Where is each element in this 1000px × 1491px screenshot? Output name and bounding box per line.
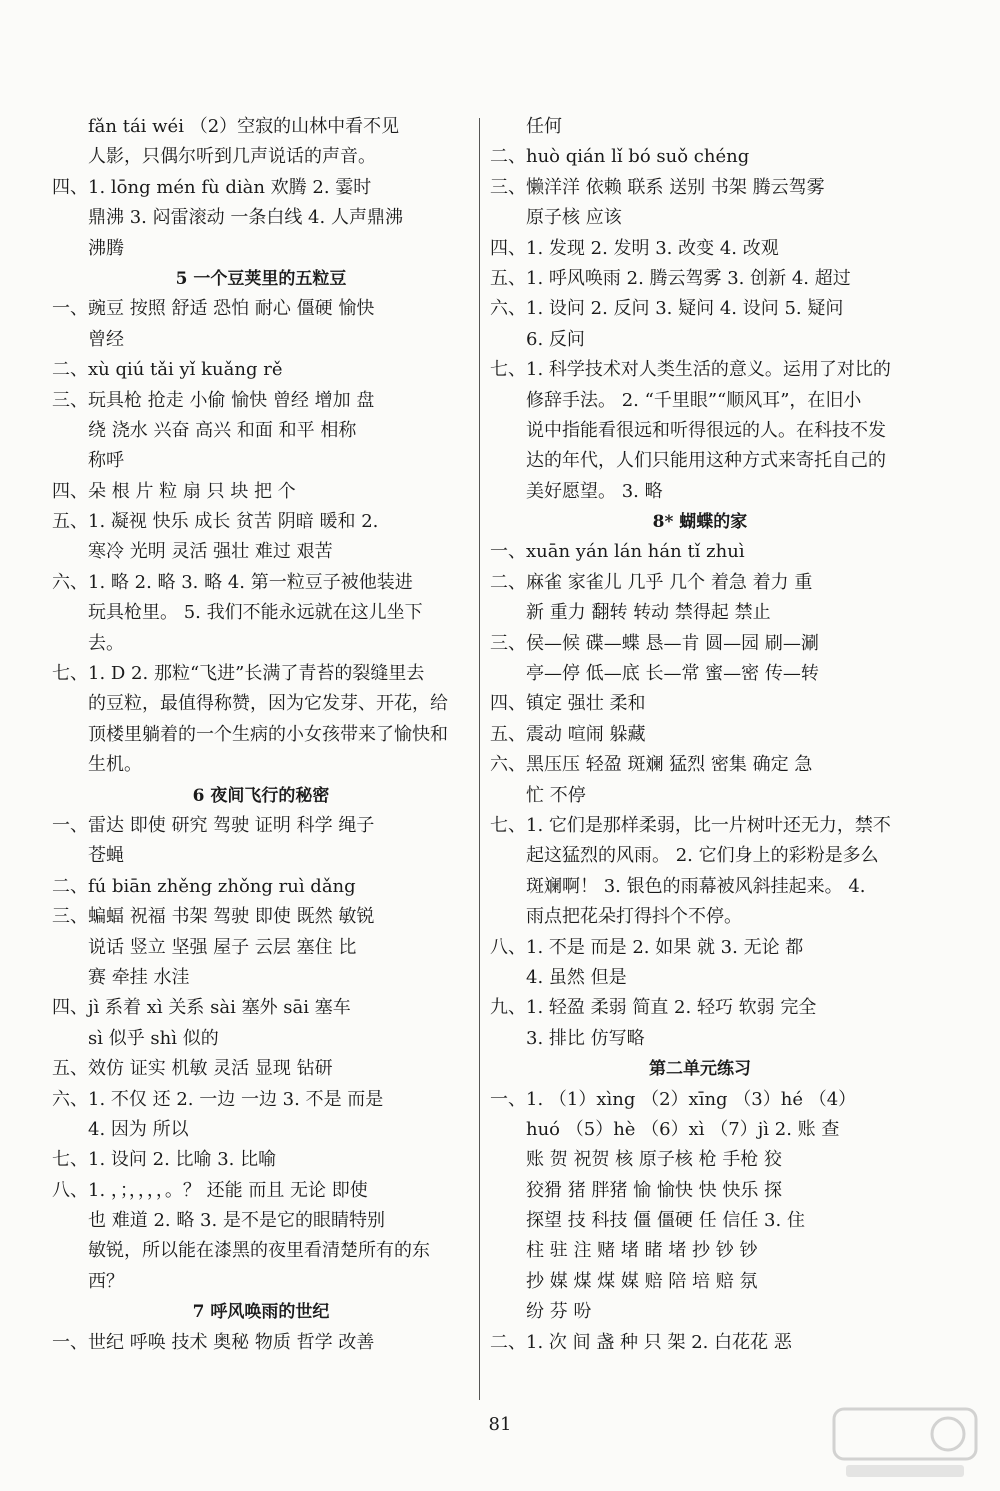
answer-line: 苍蝇 bbox=[88, 845, 124, 867]
answer-line: 称呼 bbox=[88, 450, 124, 472]
answer-line: 西？ bbox=[88, 1270, 124, 1292]
answer-line: 八、1. ，；，，，，。？ 还能 而且 无论 即使 bbox=[52, 1179, 368, 1201]
answer-line: 原子核 应该 bbox=[526, 207, 622, 229]
answer-line: 玩具枪里。 5. 我们不能永远就在这儿坐下 bbox=[88, 602, 423, 624]
answer-line: 任何 bbox=[526, 116, 562, 137]
answer-line: 亭—停 低—底 长—常 蜜—密 传—转 bbox=[526, 663, 819, 685]
answer-line: fǎn tái wéi （2）空寂的山林中看不见 bbox=[88, 116, 400, 137]
answer-line: 三、侯—候 碟—蝶 恳—肯 圆—园 刷—涮 bbox=[490, 632, 819, 654]
answer-line: 新 重力 翻转 转动 禁得起 禁止 bbox=[526, 602, 771, 624]
answer-line: 美好愿望。 3. 略 bbox=[526, 480, 663, 502]
answer-line: 4. 因为 所以 bbox=[88, 1118, 189, 1140]
answer-line: 二、fú biān zhěng zhǒng ruì dǎng bbox=[52, 875, 356, 897]
column-divider bbox=[479, 118, 480, 1400]
answer-line: 二、1. 次 间 盏 种 只 架 2. 白花花 恶 bbox=[490, 1331, 792, 1353]
right-column bbox=[490, 112, 910, 1358]
answer-line: 四、朵 根 片 粒 扇 只 块 把 个 bbox=[52, 480, 296, 502]
answer-line: 寒冷 光明 灵活 强壮 难过 艰苦 bbox=[88, 541, 333, 563]
answer-line: 沸腾 bbox=[88, 237, 124, 259]
answer-line: 三、蝙蝠 祝福 书架 驾驶 即使 既然 敏锐 bbox=[52, 906, 375, 928]
answer-line: 四、镇定 强壮 柔和 bbox=[490, 693, 646, 715]
answer-line: 一、雷达 即使 研究 驾驶 证明 科学 绳子 bbox=[52, 814, 375, 836]
answer-line: 说中指能看很远和听得很远的人。在科技不发 bbox=[526, 419, 886, 441]
answer-line: 达的年代，人们只能用这种方式来寄托自己的 bbox=[526, 450, 886, 472]
answer-line: 纷 芬 吩 bbox=[526, 1301, 592, 1323]
answer-line: 一、世纪 呼唤 技术 奥秘 物质 哲学 改善 bbox=[52, 1331, 375, 1353]
answer-line: 修辞手法。 2. “千里眼”“顺风耳”，在旧小 bbox=[526, 389, 862, 411]
answer-line: huó （5）hè （6）xì （7）jì 2. 账 查 bbox=[526, 1118, 840, 1140]
answer-line: 五、1. 凝视 快乐 成长 贫苦 阴暗 暖和 2. bbox=[52, 511, 379, 533]
answer-line: 忙 不停 bbox=[526, 784, 586, 806]
answer-line: 四、jì 系着 xì 关系 sài 塞外 sāi 塞车 bbox=[52, 997, 351, 1019]
left-column bbox=[52, 112, 470, 1358]
answer-line: 也 难道 2. 略 3. 是不是它的眼睛特别 bbox=[88, 1210, 385, 1232]
answer-line: 赛 牵挂 水洼 bbox=[88, 966, 190, 988]
answer-line: 六、黑压压 轻盈 斑斓 猛烈 密集 确定 急 bbox=[490, 754, 813, 776]
answer-line: 七、1. 它们是那样柔弱，比一片树叶还无力，禁不 bbox=[490, 814, 891, 836]
answer-line: 四、1. 发现 2. 发明 3. 改变 4. 改观 bbox=[490, 237, 779, 259]
answer-line: 顶楼里躺着的一个生病的小女孩带来了愉快和 bbox=[88, 723, 448, 745]
answer-line: 抄 媒 煤 煤 媒 赔 陪 培 赔 氛 bbox=[526, 1270, 758, 1292]
answer-line: 柱 驻 注 赌 堵 睹 堵 抄 钞 钞 bbox=[526, 1240, 758, 1262]
answer-line: 六、1. 不仅 还 2. 一边 一边 3. 不是 而是 bbox=[52, 1088, 384, 1110]
answer-line: 一、1. （1）xìng （2）xīng （3）hé （4） bbox=[490, 1088, 857, 1110]
answer-line: 三、懒洋洋 依赖 联系 送别 书架 腾云驾雾 bbox=[490, 176, 825, 198]
answer-line: 绕 浇水 兴奋 高兴 和面 和平 相称 bbox=[88, 419, 357, 441]
answer-line: 七、1. D 2. 那粒“飞进”长满了青苔的裂缝里去 bbox=[52, 663, 425, 685]
answer-line: 6. 反问 bbox=[526, 328, 585, 350]
answer-line: 人影，只偶尔听到几声说话的声音。 bbox=[88, 146, 376, 168]
answer-line: 一、xuān yán lán hán tǐ zhuì bbox=[490, 541, 745, 563]
answer-line: 鼎沸 3. 闷雷滚动 一条白线 4. 人声鼎沸 bbox=[88, 207, 403, 229]
section-heading: 7 呼风唤雨的世纪 bbox=[192, 1302, 330, 1323]
page-number: 81 bbox=[488, 1414, 512, 1435]
answer-line: 九、1. 轻盈 柔弱 简直 2. 轻巧 软弱 完全 bbox=[490, 997, 817, 1019]
answer-line: 账 贺 祝贺 核 原子核 枪 手枪 狡 bbox=[526, 1149, 783, 1171]
answer-line: 探望 技 科技 僵 僵硬 任 信任 3. 住 bbox=[526, 1210, 805, 1232]
answer-line: 二、麻雀 家雀儿 几乎 几个 着急 着力 重 bbox=[490, 571, 813, 593]
answer-line: 敏锐，所以能在漆黑的夜里看清楚所有的东 bbox=[88, 1240, 430, 1262]
answer-line: 五、1. 呼风唤雨 2. 腾云驾雾 3. 创新 4. 超过 bbox=[490, 267, 851, 289]
answer-line: 五、效仿 证实 机敏 灵活 显现 钻研 bbox=[52, 1058, 333, 1080]
answer-line: 的豆粒，最值得称赞，因为它发芽、开花，给 bbox=[88, 693, 448, 715]
answer-line: 狡猾 猪 胖猪 愉 愉快 快 快乐 探 bbox=[526, 1179, 783, 1201]
answer-line: 起这猛烈的风雨。 2. 它们身上的彩粉是多么 bbox=[526, 845, 879, 867]
answer-line: 七、1. 科学技术对人类生活的意义。运用了对比的 bbox=[490, 359, 891, 381]
answer-line: 六、1. 设问 2. 反问 3. 疑问 4. 设问 5. 疑问 bbox=[490, 298, 844, 320]
answer-line: 二、huò qián lǐ bó suǒ chéng bbox=[490, 146, 750, 168]
watermark-logo bbox=[830, 1403, 980, 1483]
section-heading: 5 一个豆荚里的五粒豆 bbox=[175, 268, 347, 289]
section-heading: 第二单元练习 bbox=[649, 1059, 751, 1080]
answer-line: 六、1. 略 2. 略 3. 略 4. 第一粒豆子被他装进 bbox=[52, 571, 413, 593]
answer-line: sì 似乎 shì 似的 bbox=[88, 1027, 219, 1049]
section-heading: 8* 蝴蝶的家 bbox=[652, 512, 748, 533]
answer-line: 四、1. lōng mén fù diàn 欢腾 2. 霎时 bbox=[52, 176, 372, 198]
answer-line: 生机。 bbox=[88, 754, 142, 776]
answer-line: 去。 bbox=[88, 632, 124, 654]
answer-line: 4. 虽然 但是 bbox=[526, 966, 627, 988]
answer-line: 二、xù qiú tǎi yǐ kuǎng rě bbox=[52, 359, 283, 381]
answer-line: 3. 排比 仿写略 bbox=[526, 1027, 645, 1049]
answer-line: 八、1. 不是 而是 2. 如果 就 3. 无论 都 bbox=[490, 936, 804, 958]
answer-line: 七、1. 设问 2. 比喻 3. 比喻 bbox=[52, 1149, 277, 1171]
answer-line: 一、豌豆 按照 舒适 恐怕 耐心 僵硬 愉快 bbox=[52, 298, 375, 320]
answer-line: 雨点把花朵打得抖个不停。 bbox=[526, 906, 742, 928]
answer-line: 三、玩具枪 抢走 小偷 愉快 曾经 增加 盘 bbox=[52, 389, 375, 411]
answer-line: 五、震动 喧闹 躲藏 bbox=[490, 723, 646, 745]
answer-line: 曾经 bbox=[88, 328, 124, 350]
section-heading: 6 夜间飞行的秘密 bbox=[192, 785, 330, 806]
answer-line: 斑斓啊！ 3. 银色的雨幕被风斜挂起来。 4. bbox=[526, 875, 866, 897]
answer-line: 说话 竖立 坚强 屋子 云层 塞住 比 bbox=[88, 936, 357, 958]
